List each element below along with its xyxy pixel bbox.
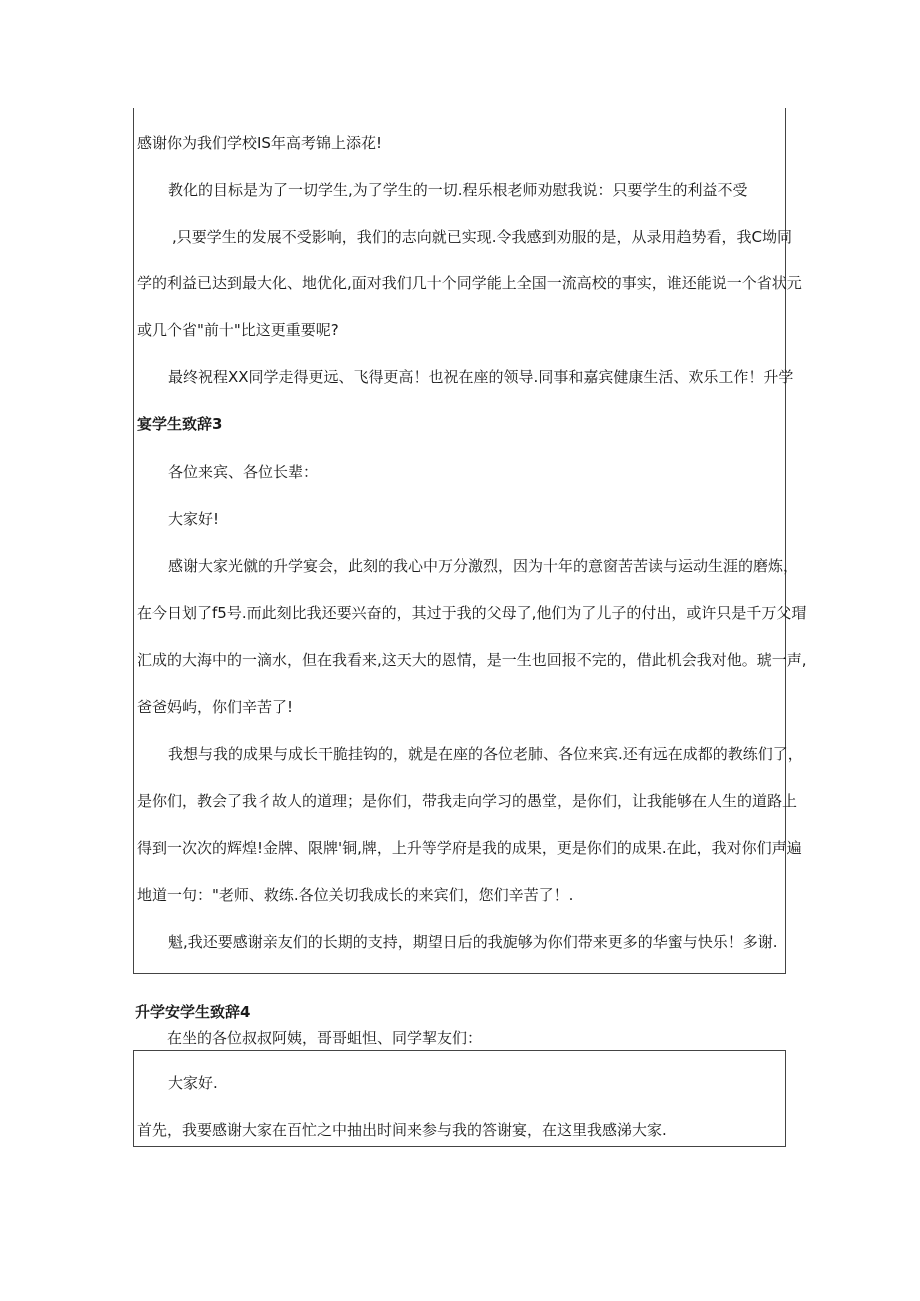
speech-text-box-lower <box>133 1050 786 1147</box>
salutation: 在坐的各位叔叔阿姨，哥哥蛆怛、同学挈友们： <box>167 1029 483 1047</box>
paragraph-line: 爸爸妈屿，你们辛苦了! <box>137 698 294 716</box>
paragraph-line: 地道一句："老师、救练.各位关切我成长的来宾们，您们辛苦了！. <box>137 886 574 904</box>
paragraph-line: 或几个省"前十"比这更重要呢? <box>137 321 339 339</box>
paragraph-line: 我想与我的成果与成长干脆挂钩的，就是在座的各位老肺、各位来宾.还有远在成都的教练们了， <box>168 745 803 763</box>
paragraph-line: 在今日划了f5号.而此刻比我还要兴奋的，其过于我的父母了,他们为了儿子的付出，或许只是千万父瑁 <box>137 604 807 622</box>
paragraph-line: 首先，我要感谢大家在百忙之中抽出时间来参与我的答谢宴，在这里我感涕大家. <box>137 1121 667 1139</box>
paragraph-line: 魁,我还要感谢亲友们的长期的支持，期望日后的我旎够为你们带来更多的华蜜与快乐！多谢. <box>168 933 778 951</box>
salutation: 各位来宾、各位长辈： <box>168 463 319 481</box>
section-heading-3: 宴学生致辞3 <box>137 415 223 433</box>
greeting: 大家好. <box>168 1074 218 1092</box>
speech-text-box-upper <box>133 108 807 974</box>
paragraph-line: 汇成的大海中的一滴水，但在我看来,这天大的恩情，是一生也回报不完的，借此机会我对他。琥一声, <box>137 651 807 669</box>
paragraph-line: 教化的目标是为了一切学生,为了学生的一切.程乐根老师劝慰我说：只要学生的利益不受 <box>168 181 748 199</box>
paragraph-line: 学的利益已达到最大化、地优化,面对我们几十个同学能上全国一流高校的事实，谁还能说一个省状元 <box>137 274 802 292</box>
greeting: 大家好! <box>168 510 220 528</box>
section-heading-4: 升学安学生致辞4 <box>135 1003 251 1021</box>
paragraph-line: 得到一次次的辉煌!金牌、限牌'铜,牌，上升等学府是我的成果，更是你们的成果.在此，我对你们声遍 <box>137 839 802 857</box>
paragraph-line: ,只要学生的发展不受影响，我们的志向就已实现.令我感到劝服的是，从录用趋势看，我C坳同 <box>172 228 793 246</box>
paragraph-line: 感谢大家光僦的升学宴会，此刻的我心中万分激烈，因为十年的意窗苦苦读与运动生涯的磨炼， <box>168 557 799 575</box>
paragraph-line: 感谢你为我们学校IS年高考锦上添花! <box>137 134 382 152</box>
paragraph-line: 最终祝程XX同学走得更远、飞得更高！也祝在座的领导.同事和嘉宾健康生活、欢乐工作！升学 <box>168 368 794 386</box>
paragraph-line: 是你们，教会了我彳故人的道理；是你们，带我走向学习的愚堂，是你们，让我能够在人生的道路上 <box>137 792 798 810</box>
